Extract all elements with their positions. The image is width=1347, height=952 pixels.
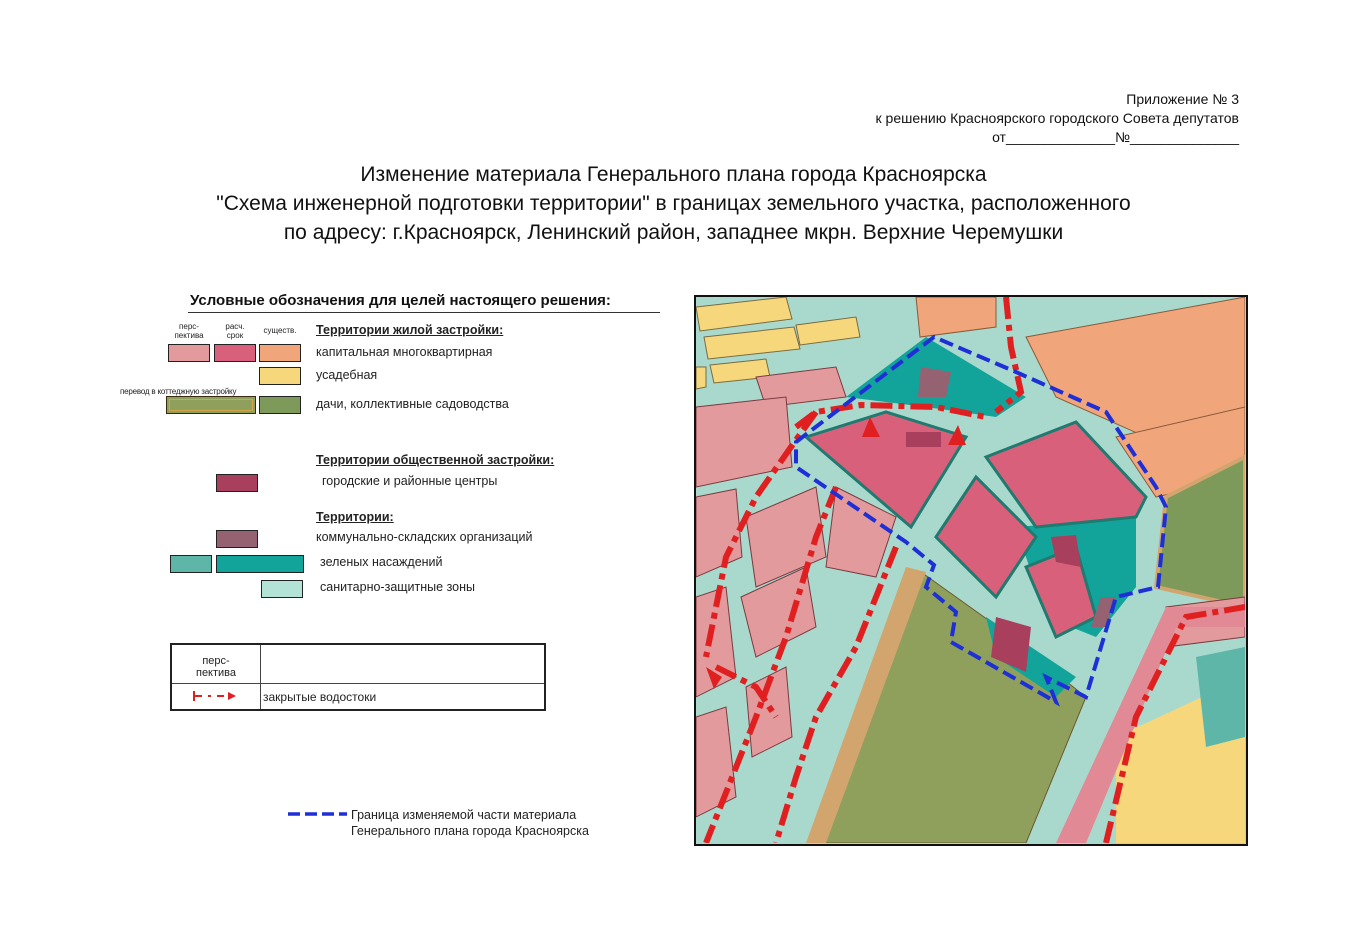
swatch-residential-existing (259, 344, 301, 362)
swatch-sanitary (261, 580, 303, 598)
map-frame (694, 295, 1248, 846)
boundary-line-symbol (287, 808, 349, 820)
appendix-number: Приложение № 3 (1126, 91, 1239, 107)
residential-heading: Территории жилой застройки: (316, 323, 504, 337)
boundary-label-1: Граница изменяемой части материала (351, 808, 577, 822)
swatch-green-perspective (170, 555, 212, 573)
title-line-1: Изменение материала Генерального плана города Красноярска (360, 163, 987, 186)
swatch-dacha-existing (259, 396, 301, 414)
appendix-date-number: от______________№______________ (992, 129, 1239, 145)
label-communal: коммунально-складских организаций (316, 530, 533, 544)
legend-title: Условные обозначения для целей настоящего решения: (190, 292, 611, 309)
label-residential-capital: капитальная многоквартирная (316, 345, 493, 359)
boundary-label-2: Генерального плана города Красноярска (351, 824, 589, 838)
communal-1 (918, 367, 951, 397)
note-cottage-conversion: перевод в коттеджную застройку (120, 387, 237, 396)
col-header-calc: расч. срок (225, 322, 245, 340)
drain-legend-table (170, 643, 546, 711)
col-header-existing: существ. (263, 326, 297, 335)
label-public-center: городские и районные центры (322, 474, 498, 488)
map-canvas (696, 297, 1245, 843)
swatch-estate (259, 367, 301, 385)
swatch-green-calc (216, 555, 304, 573)
swatch-residential-perspective (168, 344, 210, 362)
swatch-dacha-perspective (166, 396, 256, 414)
label-estate: усадебная (316, 368, 378, 382)
document-title (0, 160, 1347, 247)
swatch-communal (216, 530, 258, 548)
drain-line-symbol (192, 689, 242, 703)
title-line-2: "Схема инженерной подготовки территории" в границах земельного участка, расположенного (216, 192, 1131, 215)
title-line-3: по адресу: г.Красноярск, Ленинский район, западнее мкрн. Верхние Черемушки (283, 221, 1064, 244)
swatch-residential-calc (214, 344, 256, 362)
col-header-perspective: перс- пектива (174, 322, 204, 340)
drain-table-header: перс- пектива (195, 655, 237, 679)
territories-heading: Территории: (316, 510, 394, 524)
label-sanitary: санитарно-защитные зоны (320, 580, 476, 594)
swatch-public-center (216, 474, 258, 492)
appendix-decision: к решению Красноярского городского Совета депутатов (875, 110, 1239, 126)
public-heading: Территории общественной застройки: (316, 453, 555, 467)
label-dacha: дачи, коллективные садоводства (316, 397, 509, 411)
label-green: зеленых насаждений (320, 555, 443, 569)
drain-table-label: закрытые водостоки (263, 690, 377, 704)
legend-title-underline (188, 312, 660, 313)
